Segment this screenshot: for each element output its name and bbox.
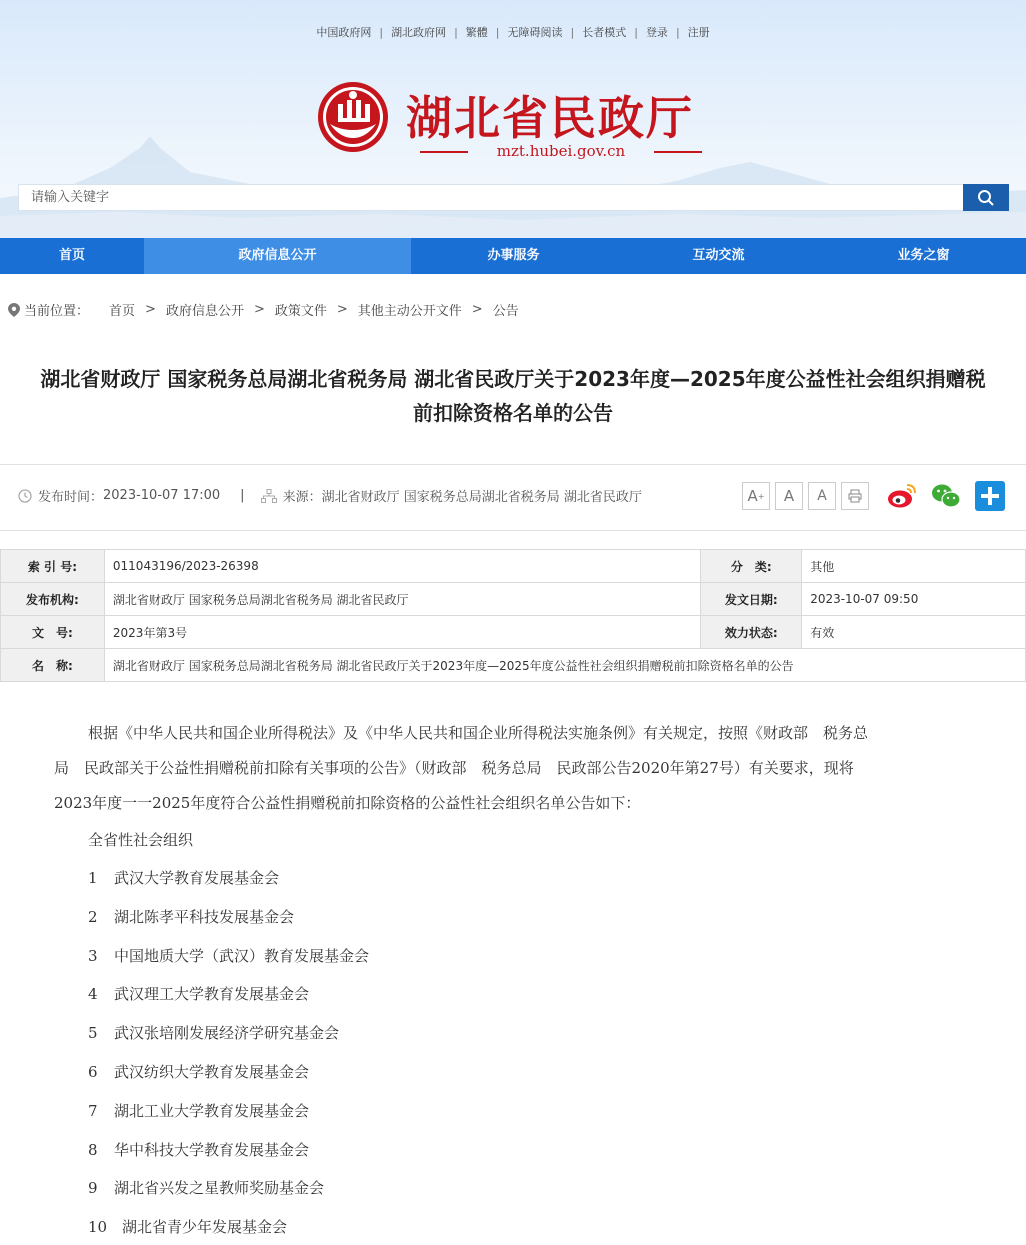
link-gov-cn[interactable]: 中国政府网 bbox=[316, 26, 372, 39]
link-traditional[interactable]: 繁體 bbox=[465, 26, 488, 39]
emblem-icon bbox=[316, 80, 390, 154]
section-heading: 全省性社会组织 bbox=[88, 831, 194, 849]
table-row: 名 称: 湖北省财政厅 国家税务总局湖北省税务局 湖北省民政厅关于2023年度—2025年度公益性社会组织捐赠税前扣除资格名单的公告 bbox=[1, 649, 1026, 682]
list-item: 6 武汉纺织大学教育发展基金会 bbox=[88, 1062, 310, 1081]
crumb-policy[interactable]: 政策文件 bbox=[274, 304, 327, 319]
divider bbox=[0, 464, 1026, 465]
font-reset-button[interactable]: A bbox=[775, 482, 803, 510]
search-button[interactable] bbox=[963, 184, 1009, 211]
list-item: 8 华中科技大学教育发展基金会 bbox=[88, 1140, 310, 1159]
link-accessible[interactable]: 无障碍阅读 bbox=[507, 26, 563, 39]
breadcrumb-label: 当前位置： bbox=[24, 304, 90, 319]
lead-paragraph: 根据《中华人民共和国企业所得税法》及《中华人民共和国企业所得税法实施条例》有关规定，按照《财政部 税务总 局 民政部关于公益性捐赠税前扣除有关事项的公告》（财政部 税务总局 民政部公告2020年第27号）有关要求，现将 2023年度一一2025年度符合公益性捐赠税前扣除资格的公益性社会组织名单公告如下： bbox=[54, 724, 869, 812]
list-item: 10 湖北省青少年发展基金会 bbox=[88, 1218, 288, 1237]
crumb-other-docs[interactable]: 其他主动公开文件 bbox=[357, 304, 462, 319]
link-login[interactable]: 登录 bbox=[645, 26, 668, 39]
search-input[interactable] bbox=[19, 185, 959, 210]
more-share-button[interactable] bbox=[975, 481, 1005, 511]
org-list bbox=[54, 859, 984, 1245]
print-icon bbox=[848, 489, 862, 503]
search-bar bbox=[18, 184, 1009, 211]
publish-time: 2023-10-07 17:00 bbox=[103, 488, 221, 503]
print-button[interactable] bbox=[841, 482, 869, 510]
wechat-icon bbox=[931, 483, 961, 509]
list-item: 4 武汉理工大学教育发展基金会 bbox=[88, 985, 310, 1004]
list-item: 5 武汉张培刚发展经济学研究基金会 bbox=[88, 1024, 340, 1043]
source-label: 来源： bbox=[282, 490, 322, 505]
article-meta: 发布时间： 2023-10-07 17:00 | 来源： 湖北省财政厅 国家税务总局湖北省税务局 湖北省民政厅 bbox=[18, 486, 642, 505]
nav-interaction[interactable]: 互动交流 bbox=[692, 248, 745, 263]
list-item: 2 湖北陈孝平科技发展基金会 bbox=[88, 907, 295, 926]
list-item: 1 武汉大学教育发展基金会 bbox=[88, 869, 280, 887]
site-name: 湖北省民政厅 bbox=[406, 91, 694, 145]
link-elder-mode[interactable]: 长者模式 bbox=[582, 26, 627, 39]
top-links: 中国政府网 | 湖北政府网 | 繁體 | 无障碍阅读 | 长者模式 | 登录 | 注册 bbox=[316, 26, 710, 39]
list-item: 3 中国地质大学（武汉）教育发展基金会 bbox=[88, 946, 370, 965]
main-nav bbox=[0, 238, 1026, 274]
nav-gov-info[interactable]: 政府信息公开 bbox=[144, 238, 411, 274]
site-domain: mzt.hubei.gov.cn bbox=[420, 142, 702, 162]
list-item: 7 湖北工业大学教育发展基金会 bbox=[88, 1101, 310, 1120]
list-item: 9 湖北省兴发之星教师奖励基金会 bbox=[88, 1179, 325, 1198]
divider bbox=[0, 530, 1026, 531]
crumb-gov-info[interactable]: 政府信息公开 bbox=[165, 304, 244, 319]
search-icon bbox=[977, 189, 995, 207]
table-row: 索 引 号: 011043196/2023-26398 分 类: 其他 bbox=[1, 550, 1026, 583]
plus-icon bbox=[979, 485, 1001, 507]
crumb-home[interactable]: 首页 bbox=[109, 304, 136, 319]
link-register[interactable]: 注册 bbox=[687, 26, 710, 39]
weibo-icon bbox=[887, 483, 917, 509]
location-pin-icon bbox=[8, 303, 20, 317]
nav-business[interactable]: 业务之窗 bbox=[897, 248, 950, 263]
font-decrease-button[interactable]: A bbox=[808, 482, 836, 510]
wechat-share-button[interactable] bbox=[930, 481, 962, 511]
clock-icon bbox=[18, 489, 32, 503]
site-header bbox=[0, 0, 1026, 238]
nav-services[interactable]: 办事服务 bbox=[487, 248, 540, 263]
article-title: 湖北省财政厅 国家税务总局湖北省税务局 湖北省民政厅关于2023年度—2025年度公益性社会组织捐赠税 前扣除资格名单的公告 bbox=[40, 367, 986, 425]
breadcrumb: 当前位置： 首页 > 政府信息公开 > 政策文件 > 其他主动公开文件 > 公告 bbox=[8, 300, 519, 319]
source-icon bbox=[261, 489, 277, 503]
site-logo[interactable] bbox=[316, 80, 716, 170]
source-value: 湖北省财政厅 国家税务总局湖北省税务局 湖北省民政厅 bbox=[321, 490, 642, 505]
nav-home[interactable]: 首页 bbox=[58, 248, 85, 263]
link-hubei-gov[interactable]: 湖北政府网 bbox=[391, 26, 447, 39]
document-info-table bbox=[0, 549, 1026, 682]
table-row: 发布机构: 湖北省财政厅 国家税务总局湖北省税务局 湖北省民政厅 发文日期: 2023-10-07 09:50 bbox=[1, 583, 1026, 616]
font-increase-button[interactable]: A + bbox=[742, 482, 770, 510]
weibo-share-button[interactable] bbox=[886, 481, 918, 511]
reading-tools bbox=[742, 482, 874, 510]
table-row: 文 号: 2023年第3号 效力状态: 有效 bbox=[1, 616, 1026, 649]
crumb-notice[interactable]: 公告 bbox=[492, 304, 519, 319]
article-body bbox=[54, 716, 984, 1245]
publish-label: 发布时间： bbox=[38, 490, 104, 505]
